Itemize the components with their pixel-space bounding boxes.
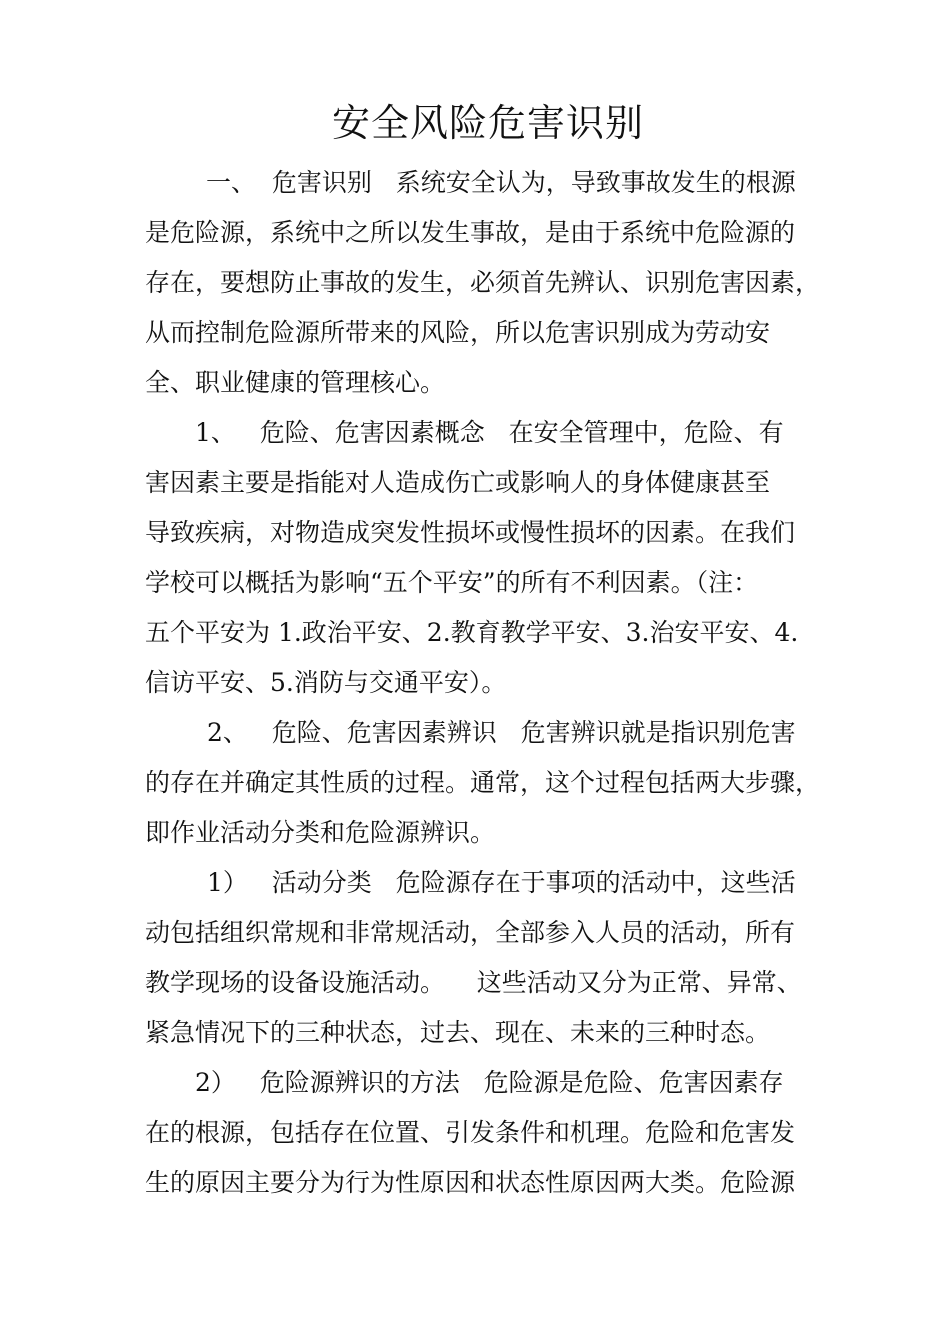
paragraph-line: 2） 危险源辨识的方法 危险源是危险、危害因素存	[195, 1068, 784, 1097]
paragraph-line: 学校可以概括为影响“五个平安”的所有不利因素。（注：	[145, 568, 759, 597]
paragraph-line: 信访平安、5.消防与交通平安）。	[145, 668, 507, 697]
paragraph-line: 生的原因主要分为行为性原因和状态性原因两大类。危险源	[145, 1168, 796, 1197]
paragraph-line: 害因素主要是指能对人造成伤亡或影响人的身体健康甚至	[145, 468, 771, 497]
paragraph-line: 1） 活动分类 危险源存在于事项的活动中，这些活	[207, 868, 796, 897]
paragraph-line: 五个平安为 1.政治平安、2.教育教学平安、3.治安平安、4.	[145, 618, 799, 647]
paragraph-line: 1、 危险、危害因素概念 在安全管理中，危险、有	[195, 418, 784, 447]
paragraph-line: 即作业活动分类和危险源辨识。	[145, 818, 496, 847]
document-title: 安全风险危害识别	[331, 101, 644, 145]
paragraph-line: 2、 危险、危害因素辨识 危害辨识就是指识别危害	[207, 718, 796, 747]
paragraph-line: 教学现场的设备设施活动。 这些活动又分为正常、异常、	[145, 968, 802, 997]
paragraph-line: 全、职业健康的管理核心。	[145, 368, 446, 397]
paragraph-line: 紧急情况下的三种状态，过去、现在、未来的三种时态。	[145, 1018, 771, 1047]
paragraph-line: 在的根源，包括存在位置、引发条件和机理。危险和危害发	[145, 1118, 796, 1147]
paragraph-line: 一、 危害识别 系统安全认为，导致事故发生的根源	[206, 168, 796, 197]
paragraph-line: 是危险源，系统中之所以发生事故，是由于系统中危险源的	[145, 218, 796, 247]
paragraph-line: 从而控制危险源所带来的风险，所以危害识别成为劳动安	[145, 318, 771, 347]
paragraph-line: 导致疾病，对物造成突发性损坏或慢性损坏的因素。在我们	[145, 518, 796, 547]
paragraph-line: 动包括组织常规和非常规活动，全部参入人员的活动，所有	[145, 918, 796, 947]
paragraph-line: 的存在并确定其性质的过程。通常，这个过程包括两大步骤，	[145, 768, 821, 797]
paragraph-line: 存在，要想防止事故的发生，必须首先辨认、识别危害因素，	[145, 268, 821, 297]
